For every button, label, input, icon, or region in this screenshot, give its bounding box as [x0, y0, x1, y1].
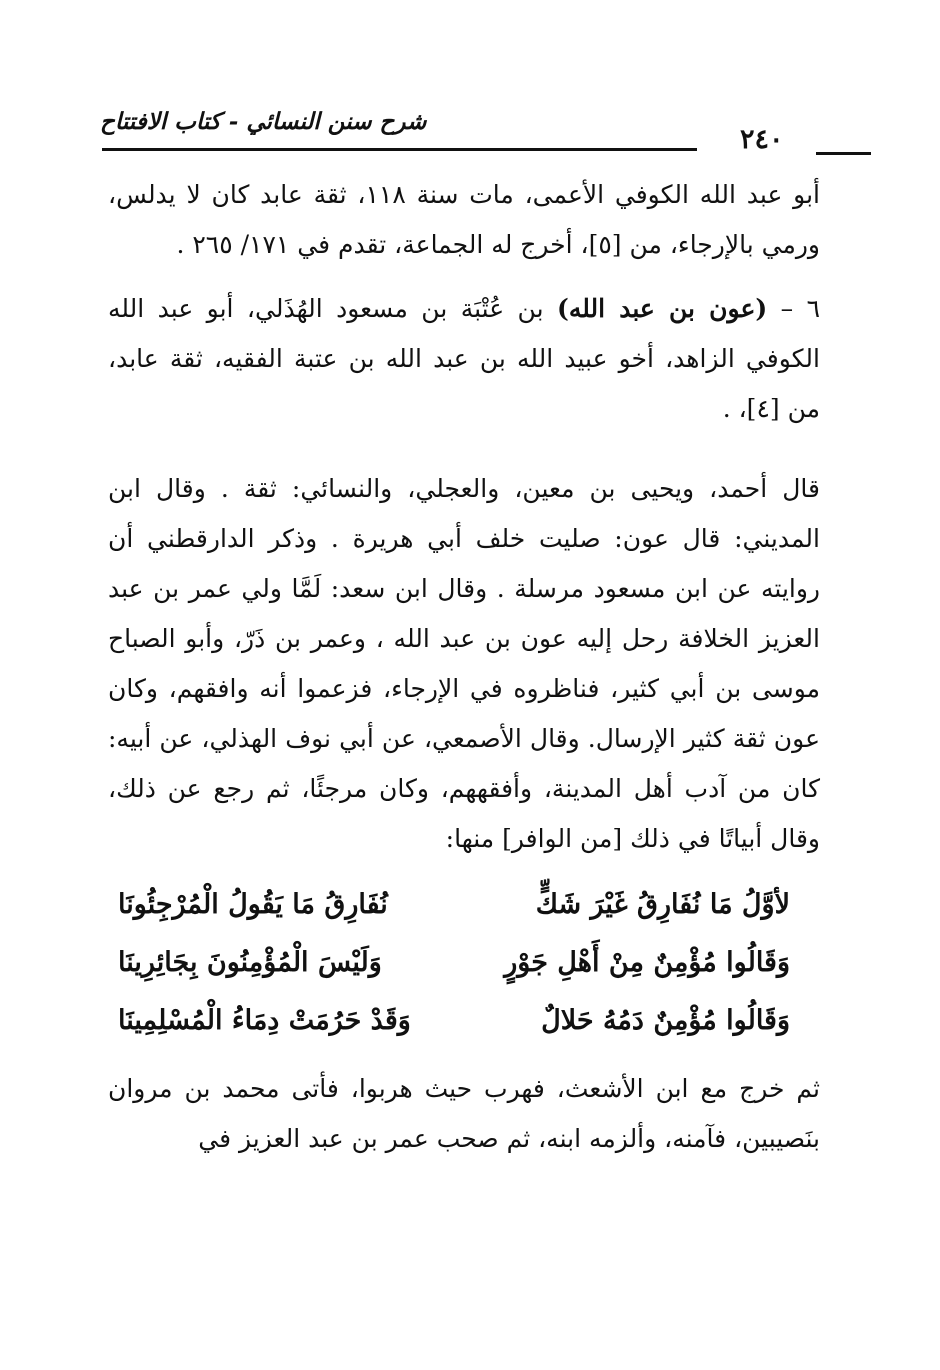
- entry-text: بن عُتْبَة بن مسعود الهُذَلي، أبو عبد الله الكوفي الزاهد، أخو عبيد الله بن عبد الله بن عتبة الفقيه، ثقة عابد، من [٤]، .: [108, 294, 820, 423]
- poem: [108, 876, 820, 1050]
- poem-line: [108, 992, 820, 1050]
- header-rule: [102, 148, 697, 151]
- poem-line: [108, 934, 820, 992]
- paragraph-1: أبو عبد الله الكوفي الأعمى، مات سنة ١١٨، ثقة عابد كان لا يدلس، ورمي بالإرجاء، من [٥]، أخرج له الجماعة، تقدم في ١٧١/ ٢٦٥ .: [108, 180, 820, 259]
- poem-second-hemistich: وَلَيْسَ الْمُؤْمِنُونَ بِجَائِرِينَا: [118, 947, 382, 978]
- poem-second-hemistich: نُفَارِقُ مَا يَقُولُ الْمُرْجِئُونَا: [118, 889, 388, 920]
- poem-first-hemistich: وَقَالُوا مُؤْمِنٌ دَمُهُ حَلالٌ: [541, 1005, 790, 1036]
- paragraph-3: قال أحمد، ويحيى بن معين، والعجلي، والنسائي: ثقة . وقال ابن المديني: قال عون: صليت خلف أبي هريرة . وذكر الدارقطني أن روايته عن ابن مسعود مرسلة . وقال ابن سعد: لَمَّا ولي عمر بن عبد العزيز الخلافة رحل إليه عون بن عبد الله ، وعمر بن ذَرّ، وأبو الصباح موسى بن أبي كثير، فناظروه في الإرجاء، فزعموا أنه وافقهم، وكان عون ثقة كثير الإرسال. وقال الأصمعي، عن أبي نوف الهذلي، عن أبيه: كان من آدب أهل المدينة، وأفقههم، وكان مرجئًا، ثم رجع عن ذلك، وقال أبياتًا في ذلك [من الوافر] منها:: [108, 474, 820, 853]
- entry-name: (عون بن عبد الله): [556, 294, 768, 323]
- page-number-dash: [816, 152, 871, 155]
- poem-first-hemistich: لأوَّلُ مَا نُفَارِقُ غَيْرَ شَكٍّ: [535, 889, 790, 920]
- entry-number: ٦ –: [780, 294, 821, 323]
- running-title: شرح سنن النسائي - كتاب الافتتاح: [100, 108, 427, 135]
- page-number: ٢٤٠: [740, 124, 784, 155]
- page-body: [108, 170, 820, 1164]
- poem-line: [108, 876, 820, 934]
- paragraph-4: ثم خرج مع ابن الأشعث، فهرب حيث هربوا، فأتى محمد بن مروان بنَصيبين، فآمنه، وألزمه ابنه، ثم صحب عمر بن عبد العزيز في: [108, 1074, 820, 1153]
- poem-second-hemistich: وَقَدْ حَرُمَتْ دِمَاءُ الْمُسْلِمِينَا: [118, 1005, 411, 1036]
- paragraph-2-entry: [108, 284, 820, 434]
- poem-first-hemistich: وَقَالُوا مُؤْمِنٌ مِنْ أَهْلِ جَوْرٍ: [504, 947, 790, 978]
- page-header: [100, 108, 820, 160]
